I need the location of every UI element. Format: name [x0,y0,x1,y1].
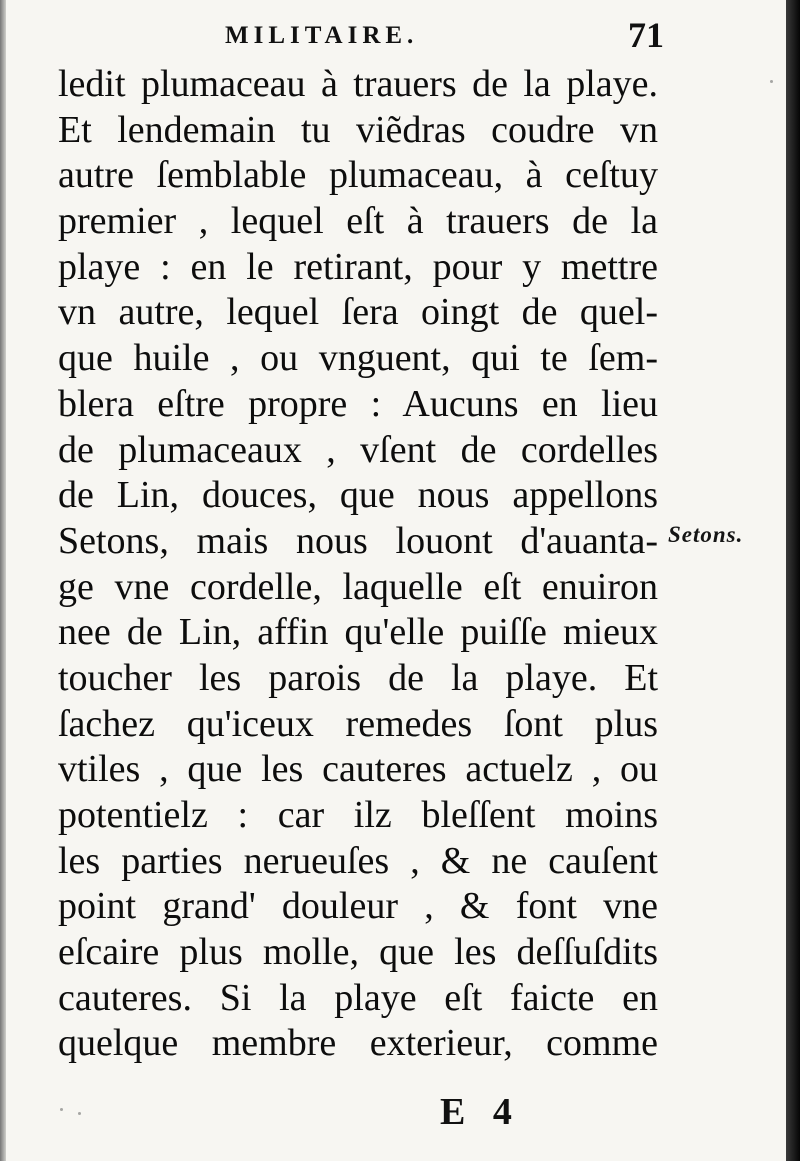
ink-speck [60,1108,63,1111]
text-line: ge vne cordelle, laquelle eſt enuiron [58,565,658,608]
text-line: potentielz : car ilz bleſſent moins [58,794,658,836]
text-line: ſachez qu'iceux remedes ſont plus [58,702,658,745]
text-line: de Lin, douces, que nous appellons [58,474,658,517]
page-edge-shadow [786,0,800,1161]
text-line: vtiles , que les cauteres actuelz , ou [58,748,658,791]
signature-mark: E 4 [440,1091,512,1133]
body-text [58,62,658,1067]
ink-speck [770,80,773,83]
text-line: point grand' douleur , & font vne [58,885,658,928]
marginal-note: Setons. [668,522,744,547]
text-line: Et lendemain tu viẽdras coudre vn [58,108,658,151]
page-number: 71 [628,15,664,55]
ink-speck [78,1112,81,1115]
text-line: quelque membre exterieur, comme [58,1022,658,1065]
text-line: vn autre, lequel ſera oingt de quel- [58,291,658,334]
text-line: toucher les parois de la playe. Et [58,656,658,699]
text-line: autre ſemblable plumaceau, à ceſtuy [58,154,658,197]
page-gutter-edge [0,0,6,1161]
text-line: nee de Lin, affin qu'elle puiſſe mieux [58,611,658,654]
text-line: que huile , ou vnguent, qui te ſem- [58,337,658,380]
text-line: cauteres. Si la playe eſt faicte en [58,976,658,1019]
text-line: premier , lequel eſt à trauers de la [58,200,658,243]
text-line: playe : en le retirant, pour y mettre [58,245,658,288]
text-line: Setons, mais nous louont d'auanta- [58,519,658,562]
text-line: eſcaire plus molle, que les deſſuſdits [58,931,658,974]
text-line: ledit plumaceau à trauers de la playe. [58,63,658,105]
text-line: blera eſtre propre : Aucuns en lieu [58,382,658,425]
text-line: les parties nerueuſes , & ne cauſent [58,839,658,882]
text-line: de plumaceaux , vſent de cordelles [58,428,658,471]
running-head: MILITAIRE. [225,22,419,49]
